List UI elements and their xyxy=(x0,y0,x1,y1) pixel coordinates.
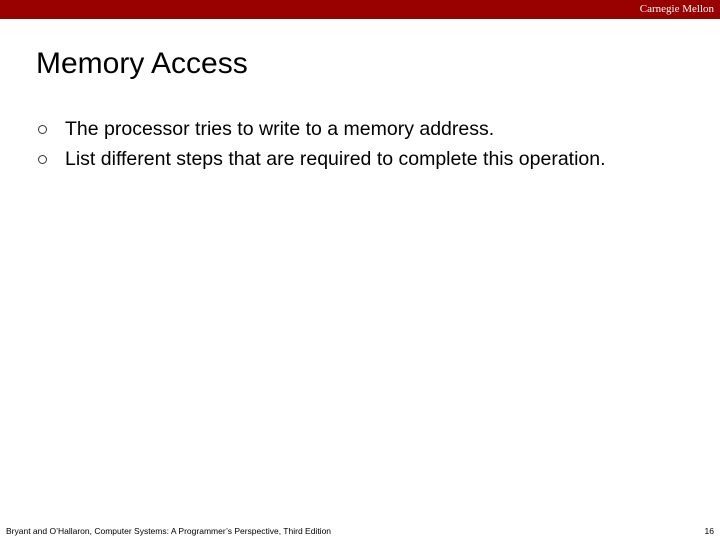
bullet-list xyxy=(36,114,636,174)
bullet-item xyxy=(36,114,636,144)
bullet-item xyxy=(36,144,636,174)
footer-citation: Bryant and O’Hallaron, Computer Systems: A Programmer’s Perspective, Third Edition xyxy=(6,526,332,536)
header-bar xyxy=(0,0,720,19)
bullet-text: The processor tries to write to a memory address. xyxy=(65,118,495,140)
hollow-circle-bullet-icon xyxy=(38,125,47,134)
page-number: 16 xyxy=(704,526,714,536)
brand-name: Carnegie Mellon xyxy=(639,3,714,15)
hollow-circle-bullet-icon xyxy=(38,155,47,164)
slide-title: Memory Access xyxy=(36,47,248,80)
bullet-text: List different steps that are required to complete this operation. xyxy=(65,148,606,170)
